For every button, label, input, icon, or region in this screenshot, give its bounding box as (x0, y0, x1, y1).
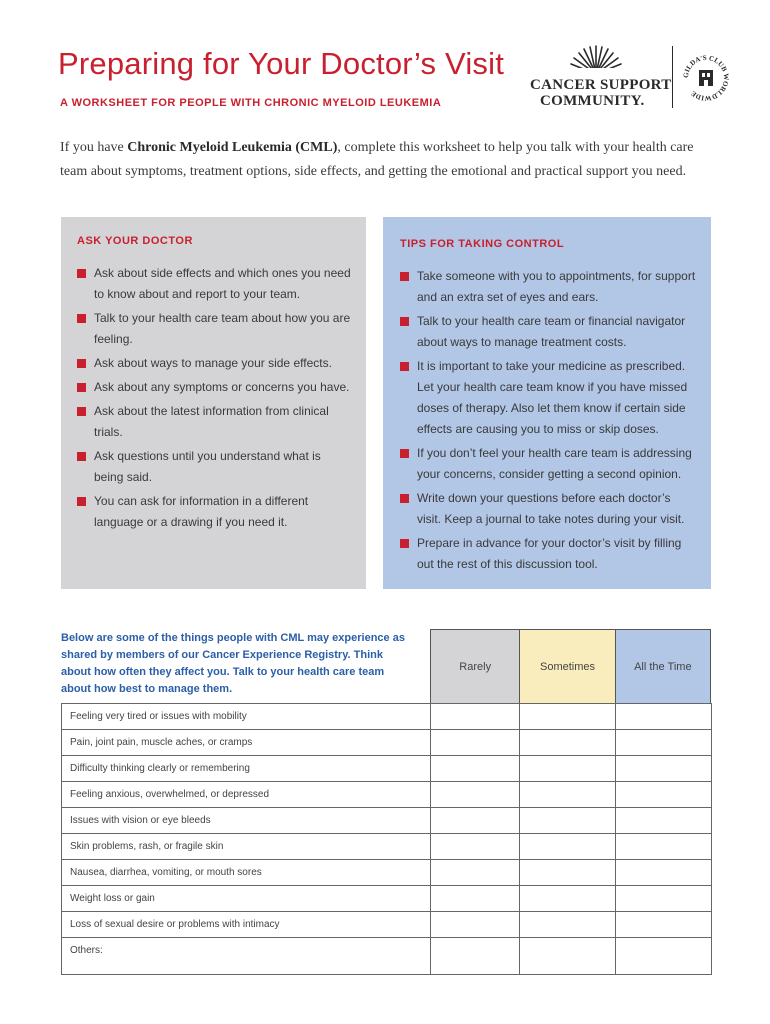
rarely-cell[interactable] (431, 860, 520, 886)
table-row (62, 912, 712, 938)
red-bullet-icon (77, 269, 86, 278)
red-bullet-icon (77, 314, 86, 323)
logo-text-line2: COMMUNITY. (540, 93, 645, 109)
ask-item (77, 377, 352, 398)
rarely-cell[interactable] (431, 808, 520, 834)
ask-your-doctor-heading: ASK YOUR DOCTOR (77, 235, 193, 247)
all-the-time-cell[interactable] (616, 704, 712, 730)
sometimes-cell[interactable] (520, 886, 616, 912)
ask-item (77, 263, 352, 305)
rarely-cell[interactable] (431, 756, 520, 782)
symptoms-intro-text: Below are some of the things people with CML may experience as shared by members of our Cancer Experience Registry. Think about how often they affect you. Talk to your health care team about how best to manage them. (61, 632, 405, 695)
table-row (62, 704, 712, 730)
ask-item (77, 308, 352, 350)
gildas-club-seal-icon (678, 50, 734, 106)
tip-item-text: It is important to take your medicine as prescribed. Let your health care team know if you have missed doses of therapy. Also let them know if certain side effects are causing you to miss or skip doses. (417, 359, 688, 436)
ask-item-text: Ask about ways to manage your side effects. (94, 356, 332, 370)
tip-item (400, 356, 697, 440)
intro-cml-bold: Chronic Myeloid Leukemia (CML) (127, 140, 338, 155)
symptom-label: Nausea, diarrhea, vomiting, or mouth sores (62, 860, 431, 886)
tip-item (400, 533, 697, 575)
symptom-label: Loss of sexual desire or problems with intimacy (62, 912, 431, 938)
tip-item-text: Prepare in advance for your doctor’s visit by filling out the rest of this discussion tool. (417, 536, 682, 571)
symptom-label: Skin problems, rash, or fragile skin (62, 834, 431, 860)
all-the-time-cell[interactable] (616, 730, 712, 756)
ask-item-text: Ask about side effects and which ones you need to know about and report to your team. (94, 266, 351, 301)
rarely-cell[interactable] (431, 704, 520, 730)
logo-text-line1: CANCER SUPPORT (530, 77, 672, 93)
ask-item (77, 401, 352, 443)
sometimes-cell[interactable] (520, 834, 616, 860)
red-bullet-icon (400, 449, 409, 458)
symptom-label: Issues with vision or eye bleeds (62, 808, 431, 834)
column-header-all-the-time: All the Time (615, 630, 710, 703)
cancer-support-community-logo (526, 42, 736, 114)
table-row (62, 938, 712, 975)
red-bullet-icon (400, 272, 409, 281)
sometimes-cell[interactable] (520, 756, 616, 782)
red-bullet-icon (77, 407, 86, 416)
tips-for-taking-control-panel (383, 217, 711, 589)
frequency-header (430, 629, 711, 703)
tip-item (400, 266, 697, 308)
symptom-label: Feeling anxious, overwhelmed, or depressed (62, 782, 431, 808)
svg-text:GILDA'S CLUB WORLDWIDE: GILDA'S CLUB WORLDWIDE (681, 53, 731, 103)
ask-your-doctor-panel (61, 217, 366, 589)
red-bullet-icon (77, 497, 86, 506)
page-subtitle: A WORKSHEET FOR PEOPLE WITH CHRONIC MYELOID LEUKEMIA (60, 97, 442, 109)
ask-item-text: Ask about the latest information from clinical trials. (94, 404, 329, 439)
rarely-cell[interactable] (431, 834, 520, 860)
ask-item (77, 353, 352, 374)
rarely-cell[interactable] (431, 886, 520, 912)
table-row (62, 808, 712, 834)
ask-item (77, 446, 352, 488)
tip-item-text: Write down your questions before each doctor’s visit. Keep a journal to take notes during your visit. (417, 491, 685, 526)
table-row (62, 834, 712, 860)
sometimes-cell[interactable] (520, 704, 616, 730)
sometimes-cell[interactable] (520, 938, 616, 975)
ask-item-text: You can ask for information in a different language or a drawing if you need it. (94, 494, 309, 529)
symptoms-table (61, 703, 712, 975)
ask-item (77, 491, 352, 533)
tips-list (400, 266, 697, 575)
tip-item-text: If you don’t feel your health care team is addressing your concerns, consider getting a second opinion. (417, 446, 692, 481)
ask-item-text: Ask about any symptoms or concerns you have. (94, 380, 350, 394)
table-row (62, 756, 712, 782)
symptom-label: Pain, joint pain, muscle aches, or cramps (62, 730, 431, 756)
symptom-label-others[interactable]: Others: (62, 938, 431, 975)
all-the-time-cell[interactable] (616, 756, 712, 782)
red-bullet-icon (400, 539, 409, 548)
all-the-time-cell[interactable] (616, 938, 712, 975)
all-the-time-cell[interactable] (616, 912, 712, 938)
tip-item-text: Take someone with you to appointments, for support and an extra set of eyes and ears. (417, 269, 696, 304)
sometimes-cell[interactable] (520, 860, 616, 886)
red-bullet-icon (77, 359, 86, 368)
all-the-time-cell[interactable] (616, 782, 712, 808)
table-row (62, 782, 712, 808)
red-bullet-icon (400, 494, 409, 503)
table-row (62, 730, 712, 756)
sometimes-cell[interactable] (520, 782, 616, 808)
table-row (62, 886, 712, 912)
rarely-cell[interactable] (431, 782, 520, 808)
symptom-label: Weight loss or gain (62, 886, 431, 912)
all-the-time-cell[interactable] (616, 886, 712, 912)
ask-item-text: Ask questions until you understand what is being said. (94, 449, 321, 484)
intro-paragraph (60, 136, 710, 184)
red-bullet-icon (400, 317, 409, 326)
ask-your-doctor-list (77, 263, 352, 533)
table-row (62, 860, 712, 886)
symptom-label: Difficulty thinking clearly or remembering (62, 756, 431, 782)
tips-heading: TIPS FOR TAKING CONTROL (400, 238, 565, 250)
intro-text-end: , complete this worksheet to help you talk with your health care team about symptoms, treatment options, side effects, and getting the emotional and practical support you need. (60, 140, 694, 179)
column-header-sometimes: Sometimes (519, 630, 614, 703)
column-header-rarely: Rarely (431, 630, 519, 703)
ask-item-text: Talk to your health care team about how you are feeling. (94, 311, 351, 346)
sometimes-cell[interactable] (520, 912, 616, 938)
all-the-time-cell[interactable] (616, 808, 712, 834)
symptom-label: Feeling very tired or issues with mobility (62, 704, 431, 730)
red-bullet-icon (77, 452, 86, 461)
red-bullet-icon (77, 383, 86, 392)
tip-item (400, 443, 697, 485)
sunburst-icon (568, 42, 624, 76)
rarely-cell[interactable] (431, 730, 520, 756)
all-the-time-cell[interactable] (616, 860, 712, 886)
rarely-cell[interactable] (431, 912, 520, 938)
page-title: Preparing for Your Doctor’s Visit (58, 46, 505, 81)
rarely-cell[interactable] (431, 938, 520, 975)
tip-item-text: Talk to your health care team or financial navigator about ways to manage treatment costs. (417, 314, 686, 349)
sometimes-cell[interactable] (520, 730, 616, 756)
all-the-time-cell[interactable] (616, 834, 712, 860)
logo-divider (672, 46, 673, 108)
tip-item (400, 311, 697, 353)
sometimes-cell[interactable] (520, 808, 616, 834)
red-bullet-icon (400, 362, 409, 371)
intro-text-start: If you have (60, 140, 128, 155)
tip-item (400, 488, 697, 530)
